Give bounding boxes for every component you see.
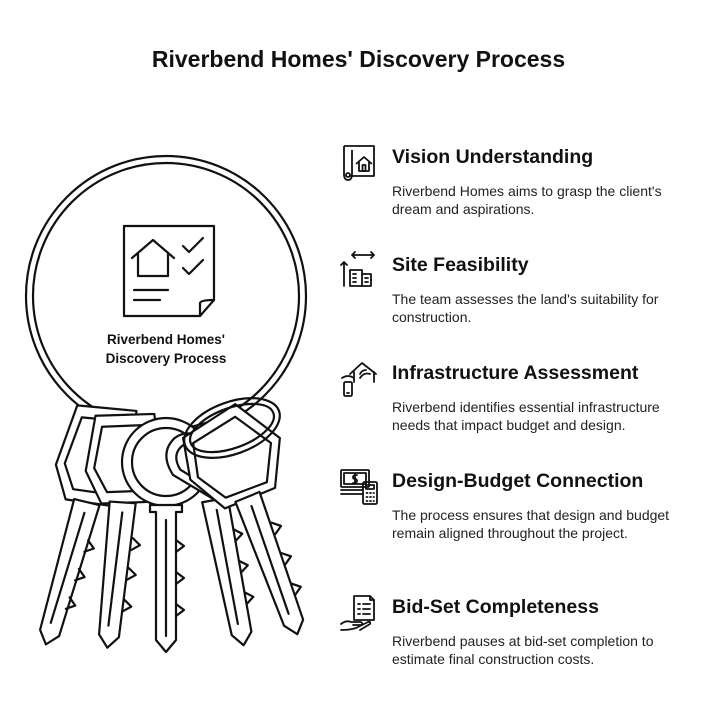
blueprint-house-icon (338, 142, 380, 184)
document-hand-icon (338, 592, 380, 634)
smart-home-icon (338, 358, 380, 400)
step-heading: Bid-Set Completeness (392, 596, 599, 618)
step-heading: Infrastructure Assessment (392, 362, 639, 384)
land-measure-icon (338, 250, 380, 292)
step-description: The process ensures that design and budget remain aligned throughout the project. (392, 507, 670, 541)
step-vision-understanding (338, 142, 698, 222)
step-description: The team assesses the land's suitability for construction. (392, 291, 659, 325)
step-heading: Vision Understanding (392, 146, 594, 168)
step-heading: Site Feasibility (392, 254, 529, 276)
page-title: Riverbend Homes' Discovery Process (151, 46, 566, 72)
step-bid-set-completeness (338, 592, 698, 672)
step-design-budget-connection (338, 466, 698, 566)
key-5 (172, 394, 330, 651)
key-ring-illustration (0, 0, 330, 716)
step-description: Riverbend Homes aims to grasp the client's dream and aspirations. (392, 183, 662, 217)
money-calculator-icon (338, 466, 380, 508)
step-description: Riverbend identifies essential infrastructure needs that impact budget and design. (392, 399, 660, 433)
step-description: Riverbend pauses at bid-set completion to estimate final construction costs. (392, 633, 654, 667)
document-checklist-icon (124, 226, 214, 316)
ring-label-line-1: Riverbend Homes' (107, 332, 225, 347)
step-heading: Design-Budget Connection (392, 470, 644, 492)
step-site-feasibility (338, 250, 698, 330)
step-infrastructure-assessment (338, 358, 698, 438)
ring-label-line-2: Discovery Process (105, 351, 227, 366)
